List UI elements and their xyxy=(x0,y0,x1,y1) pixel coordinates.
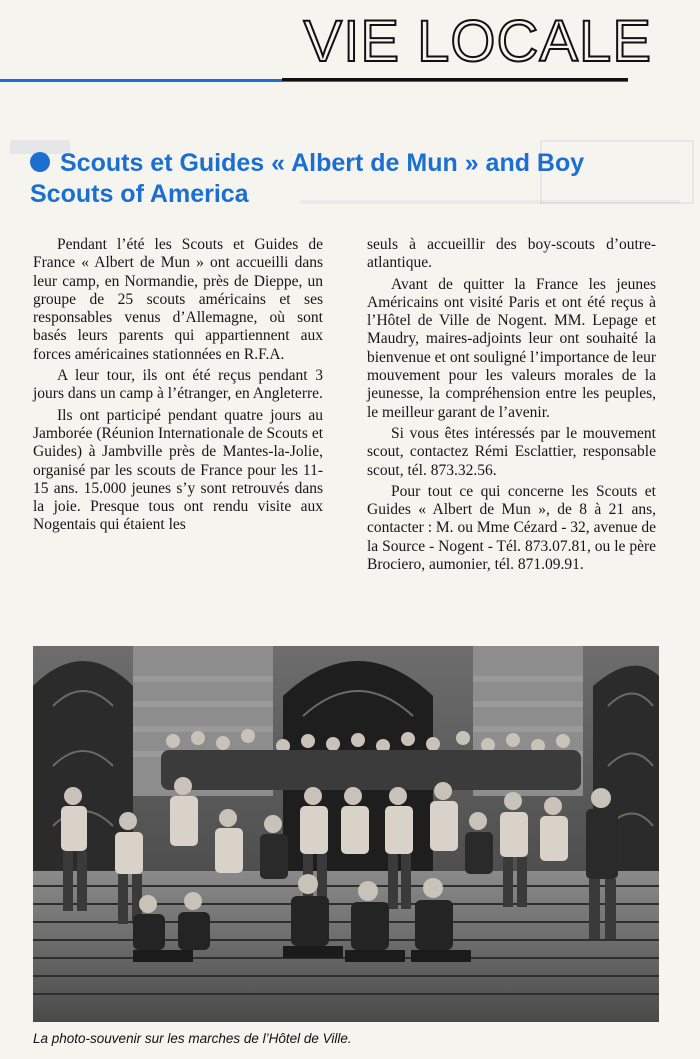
section-title: VIE LOCALE xyxy=(303,9,652,74)
bullet-icon xyxy=(30,152,50,172)
article-column-right xyxy=(367,236,656,577)
paragraph: A leur tour, ils ont été reçus pendant 3 jours dans un camp à l’étranger, en Angleterre. xyxy=(33,367,323,403)
paragraph: Si vous êtes intéressés par le mouvement scout, contactez Rémi Esclattier, responsable scout, tél. 873.32.56. xyxy=(367,424,656,479)
paragraph: Pendant l’été les Scouts et Guides de France « Albert de Mun » ont accueilli dans leur camp, en Normandie, près de Dieppe, un groupe de 25 scouts américains et ses responsables venus d’Allemagne, où sont basés leurs parents qui appartiennent aux forces américaines stationnées en R.F.A. xyxy=(33,236,323,363)
group-photo xyxy=(33,646,659,1022)
paragraph: seuls à accueillir des boy-scouts d’outre-atlantique. xyxy=(367,236,656,272)
article-column-left xyxy=(33,236,323,538)
photo-caption: La photo-souvenir sur les marches de l’Hôtel de Ville. xyxy=(33,1031,352,1046)
paragraph: Avant de quitter la France les jeunes Américains ont visité Paris et ont été reçus à l’Hôtel de Ville de Nogent. MM. Lepage et Maudry, maires-adjoints leur ont souhaité la bienvenue et ont souligné l’importance de leur mouvement pour les valeurs morales de la jeunesse, la compréhension entre les peuples, le meilleur garant de l’avenir. xyxy=(367,275,656,421)
group-photo-illustration xyxy=(33,646,659,1022)
article-title-text: Scouts et Guides « Albert de Mun » and Boy Scouts of America xyxy=(30,149,585,208)
page-header xyxy=(0,0,700,90)
article-title xyxy=(30,148,670,210)
header-rule-underline xyxy=(282,78,628,81)
paragraph: Pour tout ce qui concerne les Scouts et Guides « Albert de Mun », de 8 à 21 ans, contacter : M. ou Mme Cézard - 32, avenue de la Source - Nogent - Tél. 873.07.81, ou le père Brociero, aumonier, tél. 871.09.91. xyxy=(367,482,656,574)
paragraph: Ils ont participé pendant quatre jours au Jamborée (Réunion Internationale de Scouts et Guides) à Jambville près de Mantes-la-Jolie, organisé par les scouts de France pour les 11-15 ans. 15.000 jeunes s’y sont retrouvés dans la joie. Presque tous ont rendu visite aux Nogentais qui étaient les xyxy=(33,406,323,534)
